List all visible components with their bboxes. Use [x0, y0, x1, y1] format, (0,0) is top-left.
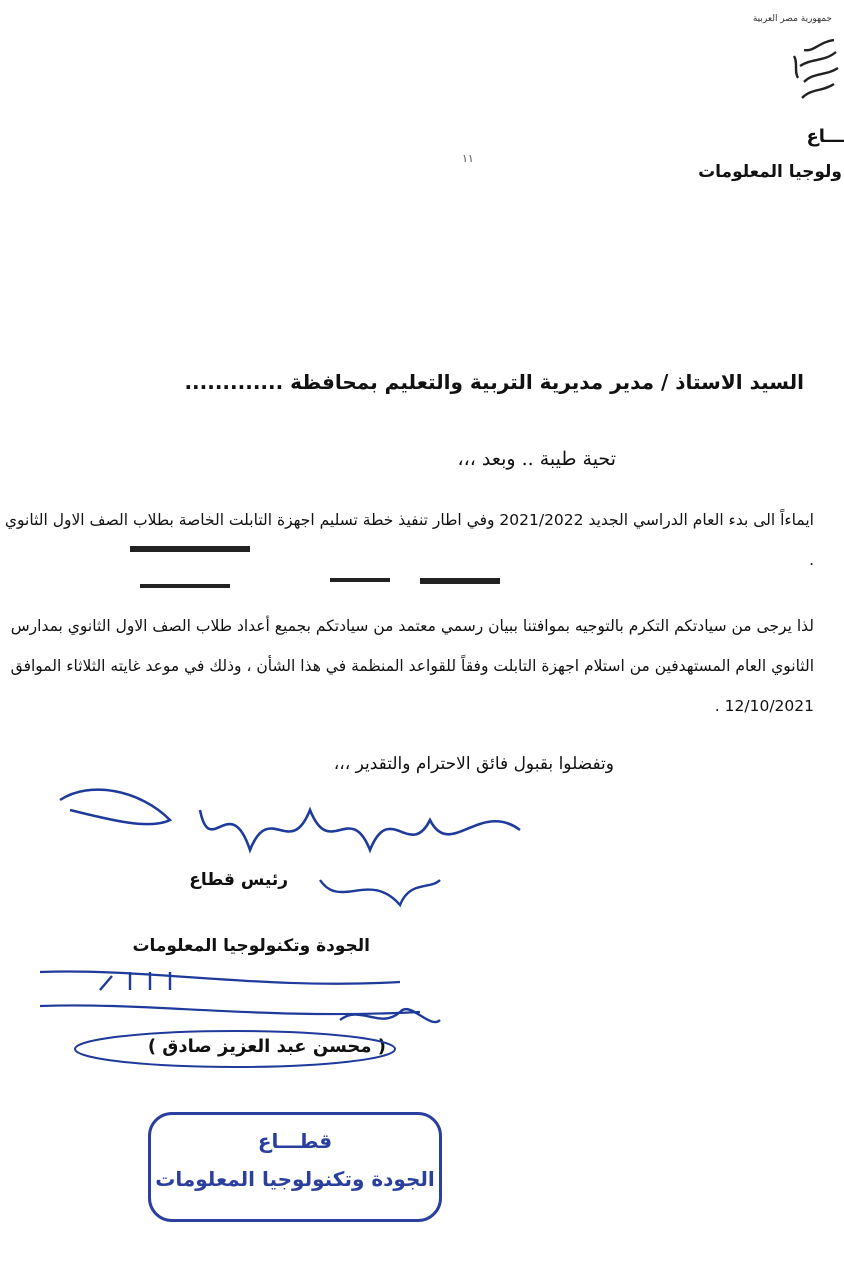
greeting: تحية طيبة .. وبعد ،،،: [457, 448, 616, 470]
paragraph-intro: ايماءاً الى بدء العام الدراسي الجديد 2021/2022 وفي اطار تنفيذ خطة تسليم اجهزة التابلت الخاصة بطلاب الصف الاول الثانوي .: [4, 511, 814, 569]
redaction-mark: [140, 584, 230, 588]
handwritten-date: [340, 1009, 440, 1022]
signatory-title: رئيس قطاع: [189, 870, 288, 890]
header-country: جمهورية مصر العربية: [752, 14, 832, 24]
stamp-department: الجودة وتكنولوجيا المعلومات: [155, 1167, 435, 1191]
redaction-mark: [330, 578, 390, 582]
signature-flourish: [320, 880, 440, 905]
signatory-name: ( محسن عبد العزيز صادق ): [147, 1036, 386, 1057]
handwritten-annotation: [200, 810, 520, 850]
redaction-mark: [130, 546, 250, 552]
name-circle: [75, 1031, 395, 1067]
pen-stroke: [60, 790, 170, 825]
stamp-sector: قطـــاع: [257, 1129, 333, 1153]
closing-line: وتفضلوا بقبول فائق الاحترام والتقدير ،،،: [333, 754, 614, 774]
paragraph-request: لذا يرجى من سيادتكم التكرم بالتوجيه بموافتنا ببيان رسمي معتمد من سيادتكم بجميع أعداد طلاب الصف الاول الثانوي بمدارس الثانوي العام المستهدفين من استلام اجهزة التابلت وفقاً للقواعد المنظمة في هذا الشأن ، وذلك في موعد غايته الثلاثاء الموافق 12/10/2021 .: [10, 617, 814, 715]
date-underline: [40, 972, 400, 984]
header-department: ولوجيا المعلومات: [698, 162, 842, 182]
date-underline: [40, 1005, 420, 1014]
signatory-department: الجودة وتكنولوجيا المعلومات: [132, 936, 370, 956]
addressee: السيد الاستاذ / مدير مديرية التربية والتعليم بمحافظة .............: [184, 370, 804, 394]
header-sector: ـــاع: [806, 126, 844, 147]
redaction-mark: [420, 578, 500, 584]
official-stamp: [148, 1112, 442, 1222]
reference-mark: ١١: [462, 152, 474, 165]
